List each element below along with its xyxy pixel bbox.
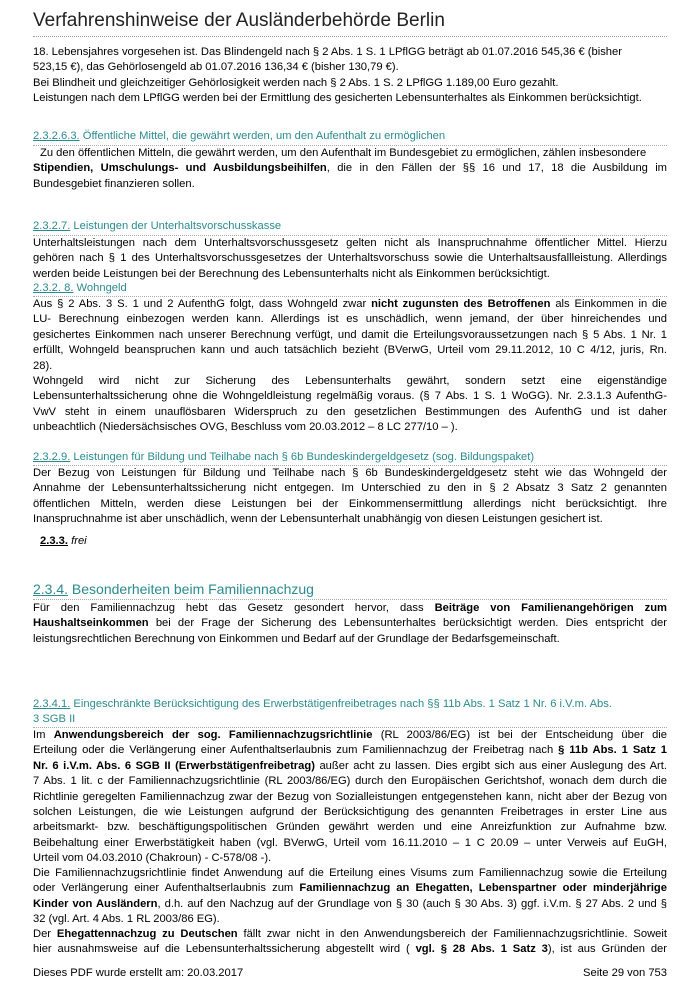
text-line [33,728,667,743]
text-line: Die Familiennachzugsrichtlinie findet Anwendung auf die Erteilung eines Visums zum Familiennachzug sowie die Erteilung [33,867,667,879]
section-title: Leistungen für Bildung und Teilhabe nach § 6b Bundeskindergeldgesetz (sog. Bildungspaket) [70,451,535,463]
section-title: Leistungen der Unterhaltsvorschusskasse [70,220,282,232]
text-line: arbeitsmarkt- bzw. beschäftigungspolitischen Gründen gewährt werden und eine Anreizfunktion zur Aufnahme bzw. [33,821,667,834]
text-span: Der [33,928,57,940]
text-line [33,897,667,912]
section-paragraph [33,297,667,374]
text-line: Lebensunterhaltssicherung ohne die Wohngeldleistung regelmäßig voraus. (§ 7 Abs. 1 S. 1 WoGG). Nr. 2.3.1.3 AufenthG- [33,390,667,403]
text-span: bei der Frage der Sicherung des Lebensunterhaltes berücksichtigt werden. Dies entspricht der [148,617,667,630]
section-paragraph [33,866,667,928]
text-line [33,297,667,312]
section-number[interactable]: 2.3.2.7. [33,220,71,232]
text-span: außer acht zu lassen. Dies ergibt sich aus einer Auslegung des Art. [314,759,667,772]
heading-divider [33,599,667,600]
section-2-3-3 [40,535,87,547]
text-line: Unterhaltsleistungen nach dem Unterhaltsvorschussgesetz gelten nicht als Inanspruchnahme öffentlicher Mittel. Hierzu [33,237,667,249]
section-paragraph [33,236,667,282]
text-span: Aus § 2 Abs. 3 S. 1 und 2 AufenthG folgt, dass Wohngeld zwar [33,298,372,310]
section-heading-2-3-2-9[interactable] [33,450,667,465]
text-line [33,881,667,896]
text-line: 28). [33,359,53,372]
text-line [33,743,667,758]
text-line: Annahme der Lebensunterhaltssicherung nicht entgegen. Im Unterschied zu den in § 2 Absatz 3 Satz 2 genannten [33,482,667,495]
bold-text: nicht zugunsten des Betroffenen [371,298,551,310]
text-line: Zu den öffentlichen Mitteln, die gewährt werden, um den Aufenthalt im Bundesgebiet zu ermöglichen, zählen insbesondere [40,147,647,159]
section-number[interactable]: 2.3.4. [33,581,69,597]
page-number: Seite 29 von 753 [583,967,667,979]
text-line: 32 (vgl. Art. 4 Abs. 1 RL 2003/86 EG). [33,913,220,926]
section-paragraph [33,728,667,867]
bold-text: Haushaltseinkommen [33,617,149,630]
bold-text: Ehegattennachzug zu Deutschen [56,928,238,940]
bold-text: Kinder von Ausländern [33,897,158,910]
section-paragraph [33,374,667,436]
text-line: Der Bezug von Leistungen für Bildung und Teilhabe nach § 6b Bundeskindergeldgesetz steht wie das Wohngeld der [33,467,667,479]
section-heading-2-3-4-1[interactable] [33,697,667,727]
text-line: Bundesgebiet finanzieren sollen. [33,177,195,190]
text-line [33,927,667,942]
text-line: LU- Berechnung einbezogen werden kann. Allerdings ist es unschädlich, wenn jemand, der über hinreichendes und [33,313,667,326]
text-span: , d.h. auf den Nachzug auf der Grundlage von § 30 (auch § 30 Abs. 3) ggf. i.V.m. § 27 Abs. 2 und § [157,897,667,910]
bold-text: Beiträge von Familienangehörigen zum [434,602,668,614]
section-title: Besonderheiten beim Familiennachzug [68,581,314,597]
text-span: , die in den Fällen der §§ 16 und 17, 18 die Ausbildung im [326,162,668,175]
text-line: Bei Blindheit und gleichzeitiger Gehörlosigkeit werden nach § 2 Abs. 1 S. 2 LPflGG 1.189,00 Euro gezahlt. [33,76,559,89]
section-heading-2-3-2-7[interactable] [33,219,667,234]
bold-text: Familiennachzug an Ehegatten, Lebenspartner oder minderjährige [299,882,667,895]
section-paragraph [33,146,667,192]
text-line: 18. Lebensjahres vorgesehen ist. Das Blindengeld nach § 2 Abs. 1 S. 1 LPflGG beträgt ab 01.07.2016 545,36 € (bisher [33,46,622,58]
text-span: Für den Familiennachzug hebt das Gesetz gesondert hervor, dass [33,602,435,614]
text-line: leistungsrechtlichen Berechnung von Einkommen und Bedarf auf der Grundlage der Bedarfsgemeinschaft. [33,632,560,645]
section-title: Eingeschränkte Berücksichtigung des Erwerbstätigenfreibetrages nach §§ 11b Abs. 1 Satz 1 Nr. 6 i.V.m. Abs. [70,698,612,710]
section-heading-2-3-2-6-3[interactable] [33,129,667,144]
bold-text: Nr. 6 i.V.m. Abs. 6 SGB II (Erwerbstätigenfreibetrag) [33,759,315,772]
text-span: ), ist aus Gründen der [547,943,667,956]
text-line: Richtlinie geregelten Familiennachzug zwar der Bezug von Sozialleistungen entgegenstehen kann, nicht aber der Bezug von [33,790,667,803]
section-title: Wohngeld [73,282,127,294]
text-line: erfüllt, Wohngeld beanspruchen kann und auch tatsächlich bezieht (BVerwG, Urteil vom 29.11.2012, 10 C 4/12, juris, Rn. [33,344,667,357]
title-divider [33,36,667,37]
text-line: gehören nach § 1 des Unterhaltsvorschussgesetzes der Unterhaltsvorschuss sowie die Unterhaltsausfallleistung. Allerdings [33,252,667,265]
page-title: Verfahrenshinweise der Ausländerbehörde Berlin [33,10,445,31]
text-line: VwV steht in einem unauflösbaren Widerspruch zu den gesetzlichen Bestimmungen des AufenthG und ist daher [33,405,667,418]
section-number[interactable]: 2.3.3. [40,535,68,547]
text-line: Wohngeld wird nicht zur Sicherung des Lebensunterhalts gewährt, sondern setzt eine eigenständige [33,375,667,387]
text-span: Im [33,729,54,741]
text-line: Leistungen nach dem LPflGG werden bei der Ermittlung des gesicherten Lebensunterhaltes als Einkommen berücksichtigt. [33,92,642,105]
section-paragraph [33,466,667,528]
bold-text: § 11b Abs. 1 Satz 1 [558,744,667,757]
section-number[interactable]: 2.3.2.9. [33,451,71,463]
text-line: unbeachtlich (Niedersächsisches OVG, Beschluss vom 20.03.2012 – 8 LC 277/10 – ). [33,421,458,434]
text-span: oder Verlängerung einer Aufenthaltserlaubnis zum [33,882,300,895]
text-line [33,161,667,176]
section-paragraph [33,601,667,647]
pdf-created-date: Dieses PDF wurde erstellt am: 20.03.2017 [33,967,244,979]
text-line: Urteil vom 04.03.2010 (Chakroun) - C-578/08 -). [33,852,272,865]
text-line: gesichertes Einkommen nach unserer Berechnung verfügt, und damit die Erteilungsvoraussetzungen nach § 5 Abs. 1 Nr. 1 [33,328,667,341]
text-line: 523,15 €), das Gehörlosengeld ab 01.07.2016 136,34 € (bisher 130,79 €). [33,61,399,74]
text-span: (RL 2003/86/EG) ist bei der Entscheidung über die [372,729,667,741]
bold-text: vgl. § 28 Abs. 1 Satz 3 [415,943,548,956]
bold-text: Stipendien, Umschulungs- und Ausbildungsbeihilfen [33,162,327,175]
text-span: Erteilung oder die Verlängerung einer Aufenthaltserlaubnis zum Familiennachzug der Freibetrag nach [33,744,559,757]
text-line [33,616,667,631]
section-title: Öffentliche Mittel, die gewährt werden, um den Aufenthalt zu ermöglichen [79,130,446,142]
text-line: solchen Leistungen, die wie Leistungen aufgrund der Berücksichtigung des genannten Freibetrages in erster Line aus [33,806,667,819]
section-number[interactable]: 2.3.2.6.3. [33,130,80,142]
text-span: als Einkommen in die [550,298,667,310]
section-heading-2-3-2-8[interactable] [33,281,667,296]
section-heading-2-3-4[interactable] [33,580,667,598]
intro-paragraph [33,45,667,107]
text-span: hier ausnahmsweise auf die Lebensunterhaltssicherung abgestellt wird ( [33,943,416,956]
text-span: fällt zwar nicht in den Anwendungsbereich der Familiennachzugsrichtlinie. Soweit [237,928,667,940]
bold-text: Anwendungsbereich der sog. Familiennachzugsrichtlinie [53,729,373,741]
text-line: öffentlichen Mitteln, werden diese Leistungen bei der Einkommensermittlung allerdings nicht berücksichtigt. Ihre [33,497,667,510]
text-line [33,942,667,957]
section-title-cont: 3 SGB II [33,713,76,725]
text-line [33,759,667,774]
text-line: Inanspruchnahme ist aber unschädlich, wenn der Lebensunterhalt unabhängig von diesen Leistungen gesichert ist. [33,513,603,526]
section-number[interactable]: 2.3.2. 8. [33,282,74,294]
text-line [33,601,667,616]
section-paragraph [33,927,667,958]
text-line: 7 Abs. 1 lit. c der Familiennachzugsrichtlinie (RL 2003/86/EG) durch den Europäischen Gerichtshof, wonach dem durch die [33,775,667,788]
text-line: Beibehaltung einer Erwerbstätigkeit haben (vgl. BVerwG, Urteil vom 16.11.2010 – 1 C 20.09 – unter Verweis auf EuGH, [33,836,667,849]
text-line: werden beide Leistungen bei der Berechnung des Lebensunterhalts nicht als Einkommen berücksichtigt. [33,267,550,280]
section-status: frei [71,535,87,547]
section-number[interactable]: 2.3.4.1. [33,698,71,710]
